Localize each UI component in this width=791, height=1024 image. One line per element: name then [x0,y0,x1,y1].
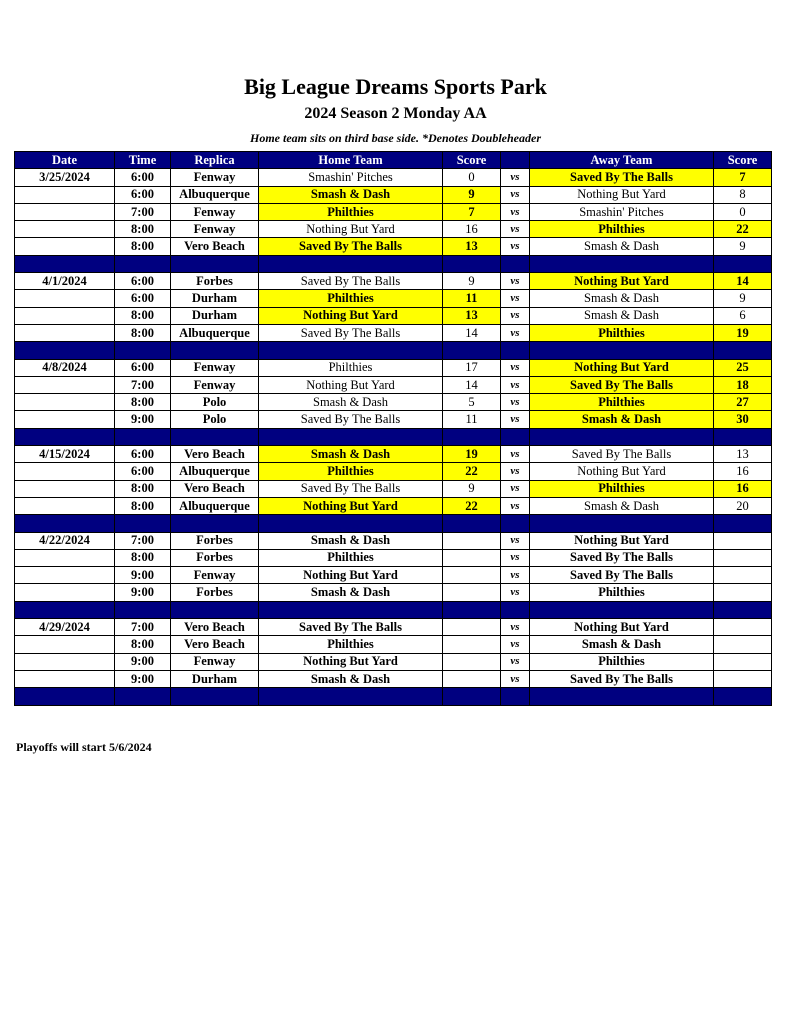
away-team-cell: Smashin' Pitches [530,203,714,220]
separator-cell [530,428,714,445]
time-cell: 6:00 [115,186,171,203]
vs-cell: vs [501,567,530,584]
table-row [15,290,772,307]
away-score-cell: 9 [714,238,772,255]
away-team-cell: Philthies [530,324,714,341]
home-team-cell: Nothing But Yard [259,567,443,584]
week-separator-row [15,342,772,359]
separator-cell [714,515,772,532]
away-score-cell [714,584,772,601]
home-score-cell: 22 [443,463,501,480]
replica-cell: Durham [171,290,259,307]
separator-cell [115,688,171,705]
table-row [15,359,772,376]
home-score-cell [443,653,501,670]
home-score-cell: 7 [443,203,501,220]
away-score-cell [714,653,772,670]
replica-cell: Forbes [171,584,259,601]
away-team-cell: Saved By The Balls [530,169,714,186]
separator-cell [443,342,501,359]
home-team-cell: Smash & Dash [259,584,443,601]
separator-cell [15,255,115,272]
home-score-cell [443,670,501,687]
home-team-cell: Saved By The Balls [259,480,443,497]
table-row [15,549,772,566]
replica-cell: Durham [171,307,259,324]
date-cell [15,411,115,428]
separator-cell [501,428,530,445]
vs-cell: vs [501,324,530,341]
col-away-score: Score [714,152,772,169]
home-score-cell [443,549,501,566]
table-row [15,636,772,653]
separator-cell [443,428,501,445]
separator-cell [443,515,501,532]
vs-cell: vs [501,411,530,428]
separator-cell [171,601,259,618]
away-team-cell: Smash & Dash [530,307,714,324]
away-team-cell: Smash & Dash [530,290,714,307]
col-time: Time [115,152,171,169]
replica-cell: Forbes [171,549,259,566]
col-replica: Replica [171,152,259,169]
separator-cell [15,515,115,532]
time-cell: 9:00 [115,411,171,428]
table-row [15,169,772,186]
vs-cell: vs [501,169,530,186]
date-cell [15,203,115,220]
vs-cell: vs [501,549,530,566]
away-team-cell: Philthies [530,394,714,411]
home-score-cell: 17 [443,359,501,376]
home-score-cell: 14 [443,376,501,393]
home-score-cell: 11 [443,290,501,307]
vs-cell: vs [501,584,530,601]
away-score-cell: 14 [714,273,772,290]
away-team-cell: Saved By The Balls [530,376,714,393]
home-score-cell: 13 [443,238,501,255]
replica-cell: Vero Beach [171,619,259,636]
home-score-cell: 5 [443,394,501,411]
separator-cell [501,255,530,272]
date-cell: 4/22/2024 [15,532,115,549]
week-separator-row [15,255,772,272]
home-team-cell: Nothing But Yard [259,376,443,393]
replica-cell: Polo [171,394,259,411]
home-team-cell: Smash & Dash [259,186,443,203]
home-score-cell: 14 [443,324,501,341]
time-cell: 7:00 [115,532,171,549]
away-score-cell: 13 [714,446,772,463]
away-team-cell: Philthies [530,480,714,497]
col-vs [501,152,530,169]
time-cell: 9:00 [115,584,171,601]
replica-cell: Fenway [171,169,259,186]
time-cell: 7:00 [115,619,171,636]
table-row [15,619,772,636]
date-cell [15,221,115,238]
separator-cell [501,342,530,359]
vs-cell: vs [501,619,530,636]
away-score-cell [714,549,772,566]
separator-cell [714,428,772,445]
table-row [15,653,772,670]
time-cell: 6:00 [115,290,171,307]
time-cell: 8:00 [115,221,171,238]
separator-cell [259,601,443,618]
week-separator-row [15,601,772,618]
time-cell: 9:00 [115,653,171,670]
separator-cell [714,601,772,618]
vs-cell: vs [501,203,530,220]
time-cell: 7:00 [115,203,171,220]
table-row [15,394,772,411]
home-team-cell: Saved By The Balls [259,411,443,428]
away-team-cell: Nothing But Yard [530,273,714,290]
away-score-cell: 25 [714,359,772,376]
away-team-cell: Nothing But Yard [530,359,714,376]
separator-cell [115,428,171,445]
separator-cell [115,342,171,359]
home-team-cell: Smash & Dash [259,670,443,687]
date-cell: 3/25/2024 [15,169,115,186]
table-row [15,324,772,341]
separator-cell [171,515,259,532]
home-team-cell: Saved By The Balls [259,619,443,636]
vs-cell: vs [501,636,530,653]
replica-cell: Forbes [171,273,259,290]
date-cell: 4/15/2024 [15,446,115,463]
separator-cell [714,688,772,705]
table-row [15,532,772,549]
separator-cell [259,342,443,359]
time-cell: 6:00 [115,463,171,480]
time-cell: 8:00 [115,480,171,497]
home-score-cell: 16 [443,221,501,238]
replica-cell: Fenway [171,653,259,670]
replica-cell: Fenway [171,203,259,220]
schedule-note: Home team sits on third base side. *Denotes Doubleheader [250,131,541,145]
table-row [15,463,772,480]
home-score-cell: 9 [443,186,501,203]
date-cell [15,497,115,514]
table-row [15,411,772,428]
away-team-cell: Saved By The Balls [530,446,714,463]
week-separator-row [15,688,772,705]
home-team-cell: Nothing But Yard [259,307,443,324]
replica-cell: Albuquerque [171,497,259,514]
separator-cell [501,515,530,532]
separator-cell [115,515,171,532]
time-cell: 6:00 [115,446,171,463]
table-row [15,480,772,497]
table-row [15,584,772,601]
away-score-cell: 7 [714,169,772,186]
time-cell: 8:00 [115,636,171,653]
separator-cell [530,601,714,618]
vs-cell: vs [501,186,530,203]
home-score-cell [443,532,501,549]
date-cell [15,584,115,601]
separator-cell [15,428,115,445]
away-score-cell: 18 [714,376,772,393]
replica-cell: Polo [171,411,259,428]
away-score-cell: 22 [714,221,772,238]
replica-cell: Fenway [171,567,259,584]
time-cell: 8:00 [115,549,171,566]
date-cell [15,307,115,324]
separator-cell [501,601,530,618]
home-score-cell [443,619,501,636]
away-score-cell: 9 [714,290,772,307]
separator-cell [15,342,115,359]
separator-cell [530,515,714,532]
separator-cell [714,255,772,272]
vs-cell: vs [501,463,530,480]
replica-cell: Albuquerque [171,186,259,203]
replica-cell: Fenway [171,221,259,238]
vs-cell: vs [501,394,530,411]
date-cell [15,567,115,584]
separator-cell [115,601,171,618]
replica-cell: Fenway [171,359,259,376]
home-score-cell [443,584,501,601]
week-separator-row [15,515,772,532]
table-row [15,497,772,514]
away-team-cell: Nothing But Yard [530,463,714,480]
replica-cell: Vero Beach [171,480,259,497]
separator-cell [171,428,259,445]
date-cell: 4/29/2024 [15,619,115,636]
table-row [15,186,772,203]
schedule-table [14,151,772,706]
replica-cell: Vero Beach [171,636,259,653]
date-cell: 4/8/2024 [15,359,115,376]
away-score-cell: 27 [714,394,772,411]
away-score-cell: 6 [714,307,772,324]
vs-cell: vs [501,359,530,376]
vs-cell: vs [501,273,530,290]
table-row [15,273,772,290]
home-score-cell: 0 [443,169,501,186]
home-score-cell [443,636,501,653]
away-team-cell: Philthies [530,653,714,670]
home-team-cell: Smash & Dash [259,446,443,463]
time-cell: 8:00 [115,238,171,255]
away-team-cell: Smash & Dash [530,238,714,255]
home-score-cell: 22 [443,497,501,514]
time-cell: 6:00 [115,359,171,376]
table-row [15,307,772,324]
date-cell [15,290,115,307]
time-cell: 9:00 [115,567,171,584]
home-team-cell: Philthies [259,463,443,480]
home-team-cell: Philthies [259,203,443,220]
replica-cell: Vero Beach [171,238,259,255]
away-team-cell: Nothing But Yard [530,532,714,549]
away-team-cell: Philthies [530,584,714,601]
playoffs-note: Playoffs will start 5/6/2024 [16,740,152,754]
home-team-cell: Philthies [259,636,443,653]
separator-cell [530,342,714,359]
separator-cell [171,688,259,705]
date-cell [15,463,115,480]
away-team-cell: Saved By The Balls [530,549,714,566]
separator-cell [501,688,530,705]
vs-cell: vs [501,532,530,549]
home-team-cell: Smash & Dash [259,394,443,411]
separator-cell [171,255,259,272]
away-team-cell: Smash & Dash [530,497,714,514]
home-team-cell: Nothing But Yard [259,497,443,514]
separator-cell [15,688,115,705]
away-score-cell: 20 [714,497,772,514]
away-team-cell: Smash & Dash [530,636,714,653]
separator-cell [530,688,714,705]
separator-cell [714,342,772,359]
away-score-cell [714,636,772,653]
away-team-cell: Philthies [530,221,714,238]
away-score-cell: 30 [714,411,772,428]
home-team-cell: Smashin' Pitches [259,169,443,186]
away-team-cell: Saved By The Balls [530,567,714,584]
home-team-cell: Saved By The Balls [259,324,443,341]
away-team-cell: Saved By The Balls [530,670,714,687]
vs-cell: vs [501,221,530,238]
away-score-cell [714,619,772,636]
date-cell [15,186,115,203]
home-team-cell: Philthies [259,359,443,376]
home-score-cell: 19 [443,446,501,463]
time-cell: 6:00 [115,169,171,186]
table-row [15,221,772,238]
table-row [15,203,772,220]
separator-cell [443,255,501,272]
vs-cell: vs [501,446,530,463]
away-score-cell [714,567,772,584]
home-team-cell: Saved By The Balls [259,238,443,255]
week-separator-row [15,428,772,445]
home-score-cell [443,567,501,584]
vs-cell: vs [501,480,530,497]
table-row [15,376,772,393]
separator-cell [443,601,501,618]
home-score-cell: 11 [443,411,501,428]
vs-cell: vs [501,376,530,393]
table-row [15,446,772,463]
table-row [15,670,772,687]
date-cell [15,480,115,497]
away-team-cell: Nothing But Yard [530,619,714,636]
home-team-cell: Smash & Dash [259,532,443,549]
date-cell [15,376,115,393]
away-score-cell: 19 [714,324,772,341]
replica-cell: Forbes [171,532,259,549]
replica-cell: Durham [171,670,259,687]
vs-cell: vs [501,653,530,670]
vs-cell: vs [501,670,530,687]
away-score-cell: 0 [714,203,772,220]
vs-cell: vs [501,497,530,514]
date-cell [15,324,115,341]
time-cell: 7:00 [115,376,171,393]
separator-cell [15,601,115,618]
date-cell [15,394,115,411]
separator-cell [259,255,443,272]
home-team-cell: Philthies [259,290,443,307]
home-score-cell: 9 [443,480,501,497]
time-cell: 9:00 [115,670,171,687]
away-score-cell: 16 [714,463,772,480]
separator-cell [443,688,501,705]
replica-cell: Albuquerque [171,324,259,341]
vs-cell: vs [501,290,530,307]
replica-cell: Albuquerque [171,463,259,480]
home-score-cell: 13 [443,307,501,324]
col-home-team: Home Team [259,152,443,169]
table-row [15,238,772,255]
away-team-cell: Nothing But Yard [530,186,714,203]
date-cell [15,238,115,255]
col-away-team: Away Team [530,152,714,169]
date-cell: 4/1/2024 [15,273,115,290]
home-score-cell: 9 [443,273,501,290]
separator-cell [115,255,171,272]
table-header-row [15,152,772,169]
home-team-cell: Nothing But Yard [259,653,443,670]
home-team-cell: Philthies [259,549,443,566]
time-cell: 6:00 [115,273,171,290]
replica-cell: Fenway [171,376,259,393]
table-row [15,567,772,584]
away-score-cell: 8 [714,186,772,203]
home-team-cell: Saved By The Balls [259,273,443,290]
page-subtitle: 2024 Season 2 Monday AA [304,105,487,122]
separator-cell [530,255,714,272]
separator-cell [259,688,443,705]
away-score-cell [714,670,772,687]
date-cell [15,636,115,653]
time-cell: 8:00 [115,324,171,341]
away-score-cell: 16 [714,480,772,497]
vs-cell: vs [501,238,530,255]
time-cell: 8:00 [115,394,171,411]
replica-cell: Vero Beach [171,446,259,463]
separator-cell [259,515,443,532]
time-cell: 8:00 [115,307,171,324]
vs-cell: vs [501,307,530,324]
page-title: Big League Dreams Sports Park [244,74,547,99]
separator-cell [259,428,443,445]
away-score-cell [714,532,772,549]
date-cell [15,653,115,670]
date-cell [15,670,115,687]
time-cell: 8:00 [115,497,171,514]
separator-cell [171,342,259,359]
col-date: Date [15,152,115,169]
date-cell [15,549,115,566]
away-team-cell: Smash & Dash [530,411,714,428]
home-team-cell: Nothing But Yard [259,221,443,238]
col-home-score: Score [443,152,501,169]
